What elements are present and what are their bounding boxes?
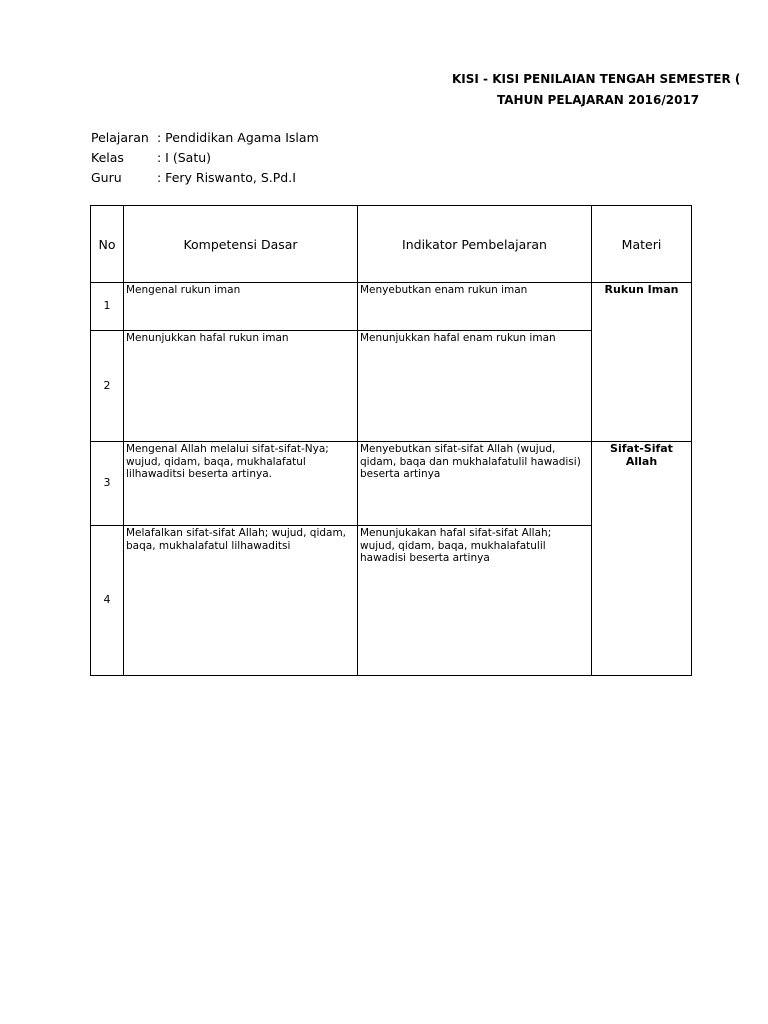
- cell-no: 1: [91, 283, 124, 331]
- cell-kompetensi-dasar: Menunjukkan hafal rukun iman: [124, 331, 358, 442]
- meta-row-kelas: [91, 150, 211, 165]
- meta-label: Kelas: [91, 150, 124, 165]
- meta-value: : Pendidikan Agama Islam: [157, 130, 319, 145]
- cell-materi: Sifat-Sifat Allah: [592, 442, 692, 676]
- cell-indikator-pembelajaran: Menyebutkan enam rukun iman: [358, 283, 592, 331]
- cell-kompetensi-dasar: Mengenal Allah melalui sifat-sifat-Nya; wujud, qidam, baqa, mukhalafatul lilhawaditsi beserta artinya.: [124, 442, 358, 526]
- meta-value: : I (Satu): [157, 150, 212, 165]
- meta-row-guru: [91, 170, 296, 185]
- cell-indikator-pembelajaran: Menunjukakan hafal sifat-sifat Allah; wujud, qidam, baqa, mukhalafatulil hawadisi beserta artinya: [358, 526, 592, 676]
- cell-indikator-pembelajaran: Menunjukkan hafal enam rukun iman: [358, 331, 592, 442]
- cell-no: 2: [91, 331, 124, 442]
- document-title-line-2: TAHUN PELAJARAN 2016/2017: [497, 93, 700, 107]
- column-header-kompetensi-dasar: Kompetensi Dasar: [124, 206, 358, 283]
- meta-label: Guru: [91, 170, 122, 185]
- document-title-line-1: KISI - KISI PENILAIAN TENGAH SEMESTER (: [452, 72, 741, 86]
- kisi-kisi-table: [90, 205, 692, 676]
- cell-indikator-pembelajaran: Menyebutkan sifat-sifat Allah (wujud, qidam, baqa dan mukhalafatulil hawadisi) beserta artinya: [358, 442, 592, 526]
- meta-label: Pelajaran: [91, 130, 149, 145]
- meta-row-pelajaran: [91, 130, 319, 145]
- cell-kompetensi-dasar: Mengenal rukun iman: [124, 283, 358, 331]
- column-header-materi: Materi: [592, 206, 692, 283]
- cell-no: 3: [91, 442, 124, 526]
- table-header-row: [91, 206, 692, 283]
- table-row: [91, 442, 692, 526]
- cell-no: 4: [91, 526, 124, 676]
- column-header-indikator-pembelajaran: Indikator Pembelajaran: [358, 206, 592, 283]
- cell-kompetensi-dasar: Melafalkan sifat-sifat Allah; wujud, qidam, baqa, mukhalafatul lilhawaditsi: [124, 526, 358, 676]
- meta-value: : Fery Riswanto, S.Pd.I: [157, 170, 296, 185]
- table-row: [91, 283, 692, 331]
- column-header-no: No: [91, 206, 124, 283]
- cell-materi: Rukun Iman: [592, 283, 692, 442]
